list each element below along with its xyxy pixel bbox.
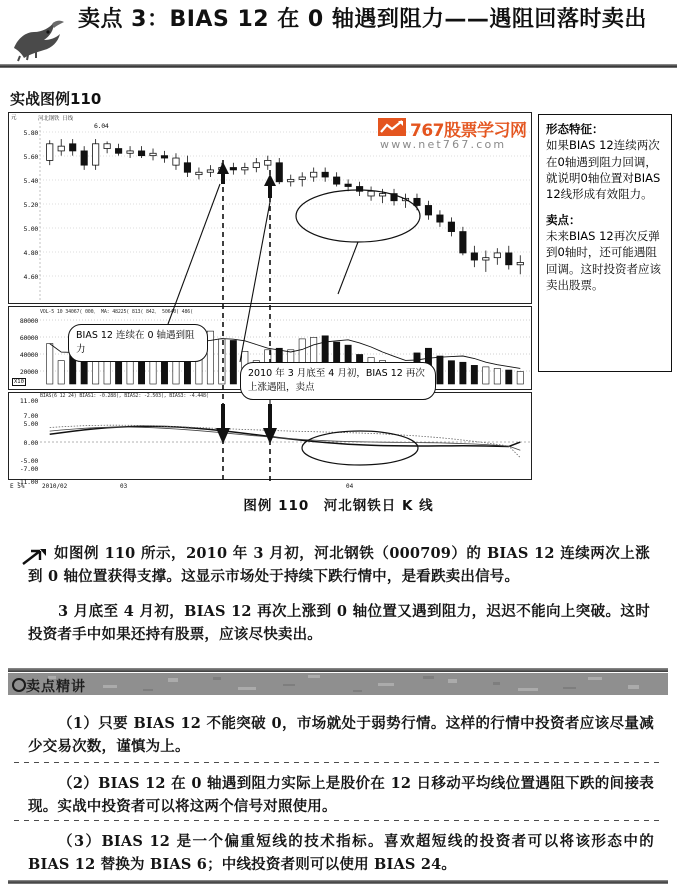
chart-graphics bbox=[8, 112, 532, 494]
bias-highlight-ellipse bbox=[302, 431, 418, 465]
bias-ytick-1: 7.00 bbox=[23, 412, 38, 420]
price-panel-header: 河北钢铁 日线 bbox=[38, 116, 73, 122]
section-title: 卖点精讲 bbox=[26, 679, 86, 695]
price-ytick-1: 5.60 bbox=[23, 153, 38, 161]
callout-2-leader bbox=[240, 202, 270, 362]
price-ytick-6: 4.60 bbox=[23, 273, 38, 281]
bias-ytick-2: 5.00 bbox=[23, 420, 38, 428]
page-header bbox=[0, 0, 677, 70]
body-paragraph-2: 3 月底至 4 月初，BIAS 12 再次上涨到 0 轴位置又遇到阻力，迟迟不能向上突破。这时投资者手中如果还持有股票，应该尽快卖出。 bbox=[28, 603, 650, 644]
price-unit-label: 元 bbox=[11, 115, 17, 121]
volume-scale-tag: X10 bbox=[14, 379, 24, 385]
bias-ytick-3: 0.00 bbox=[23, 439, 38, 447]
price-ytick-4: 5.00 bbox=[23, 225, 38, 233]
price-last-label: 6.04 bbox=[94, 122, 109, 130]
info-gap bbox=[546, 203, 665, 212]
bull-icon bbox=[8, 14, 68, 62]
figure-caption: 图例 110 河北钢铁日 K 线 bbox=[243, 498, 434, 514]
header-divider bbox=[0, 64, 677, 68]
price-ytick-5: 4.80 bbox=[23, 249, 38, 257]
chart-logo-icon bbox=[378, 118, 406, 136]
section-item-3: （3）BIAS 12 是一个偏重短线的技术指标。喜欢超短线的投资者可以将该形态中的 BIAS 12 替换为 BIAS 6；中线投资者则可以使用 BIAS 24。 bbox=[28, 833, 654, 874]
callout-1-leader bbox=[168, 184, 220, 324]
info-box bbox=[538, 114, 672, 372]
volume-ytick-3: 20000 bbox=[19, 368, 38, 376]
info-body-1: 如果BIAS 12连续两次在0轴遇到阻力回调，就说明0轴位置对BIAS 12线形成有效阻力。 bbox=[546, 138, 661, 202]
section-band bbox=[8, 668, 668, 698]
chart-area bbox=[8, 112, 532, 490]
price-ytick-0: 5.80 bbox=[23, 129, 38, 137]
volume-ytick-0: 80000 bbox=[19, 317, 38, 325]
band-texture bbox=[8, 673, 668, 695]
page-title: 卖点 3：BIAS 12 在 0 轴遇到阻力——遇阻回落时卖出 bbox=[78, 7, 647, 32]
band-top-rule bbox=[8, 668, 668, 672]
info-heading-1: 形态特征： bbox=[546, 122, 604, 136]
section-bullet-icon bbox=[12, 678, 26, 692]
price-highlight-ellipse bbox=[296, 190, 420, 242]
watermark-url: www.net767.com bbox=[380, 138, 507, 151]
watermark-brand: 767股票学习网 bbox=[410, 121, 527, 141]
info-heading-2: 卖点： bbox=[546, 212, 581, 227]
ellipse-leader bbox=[338, 242, 358, 294]
item-divider-2 bbox=[14, 820, 664, 821]
watermark bbox=[378, 116, 538, 158]
price-ytick-3: 5.20 bbox=[23, 201, 38, 209]
bias-panel-header: BIAS(6 12 24) BIAS1: -0.288(, BIAS2: -2.503(, BIAS3: -4.448( bbox=[40, 393, 209, 399]
price-ytick-2: 5.40 bbox=[23, 177, 38, 185]
figure-label: 实战图例110 bbox=[10, 90, 102, 108]
bias-ytick-6: -11.00 bbox=[16, 478, 38, 486]
bias-xtick-1: 03 bbox=[120, 483, 128, 490]
section-item-1: （1）只要 BIAS 12 不能突破 0，市场就处于弱势行情。这样的行情中投资者应该尽量减少交易次数，谨慎为上。 bbox=[28, 715, 654, 756]
price-up-arrow-1 bbox=[217, 162, 229, 184]
bias-ytick-0: 11.00 bbox=[19, 397, 38, 405]
bias-ytick-4: -5.00 bbox=[19, 457, 38, 465]
bias-xtick-0: 2010/02 bbox=[42, 483, 68, 490]
volume-ytick-1: 60000 bbox=[19, 334, 38, 342]
callout-box-2: 2010 年 3 月底至 4 月初，BIAS 12 再次上涨遇阻，卖点 bbox=[240, 362, 436, 400]
footer-divider bbox=[8, 880, 668, 884]
item-divider-1 bbox=[14, 762, 664, 763]
bias-ytick-5: -7.00 bbox=[19, 465, 38, 473]
volume-panel-header: VOL-5 10 34067( 000、 MA: 48225( 813( 842、 50640( 486( bbox=[40, 309, 193, 315]
bias-xtick-2: 04 bbox=[346, 483, 354, 490]
callout-box-1: BIAS 12 连续在 0 轴遇到阻力 bbox=[68, 324, 208, 362]
bias-left-tag: E 5% bbox=[10, 483, 25, 490]
volume-ytick-2: 40000 bbox=[19, 351, 38, 359]
price-up-arrow-2 bbox=[264, 174, 276, 198]
bias-down-arrow-1 bbox=[216, 404, 230, 444]
body-paragraph-1: 如图例 110 所示，2010 年 3 月初，河北钢铁（000709）的 BIAS 12 连续两次上涨到 0 轴位置获得支撑。这显示市场处于持续下跌行情中，是看跌卖出信号。 bbox=[28, 545, 650, 586]
section-item-2: （2）BIAS 12 在 0 轴遇到阻力实际上是股价在 12 日移动平均线位置遇阻下跌的间接表现。实战中投资者可以将这两个信号对照使用。 bbox=[28, 775, 654, 816]
info-body-2: 未来BIAS 12再次反弹到0轴时，还可能遇阻回调。这时投资者应该卖出股票。 bbox=[546, 228, 661, 292]
